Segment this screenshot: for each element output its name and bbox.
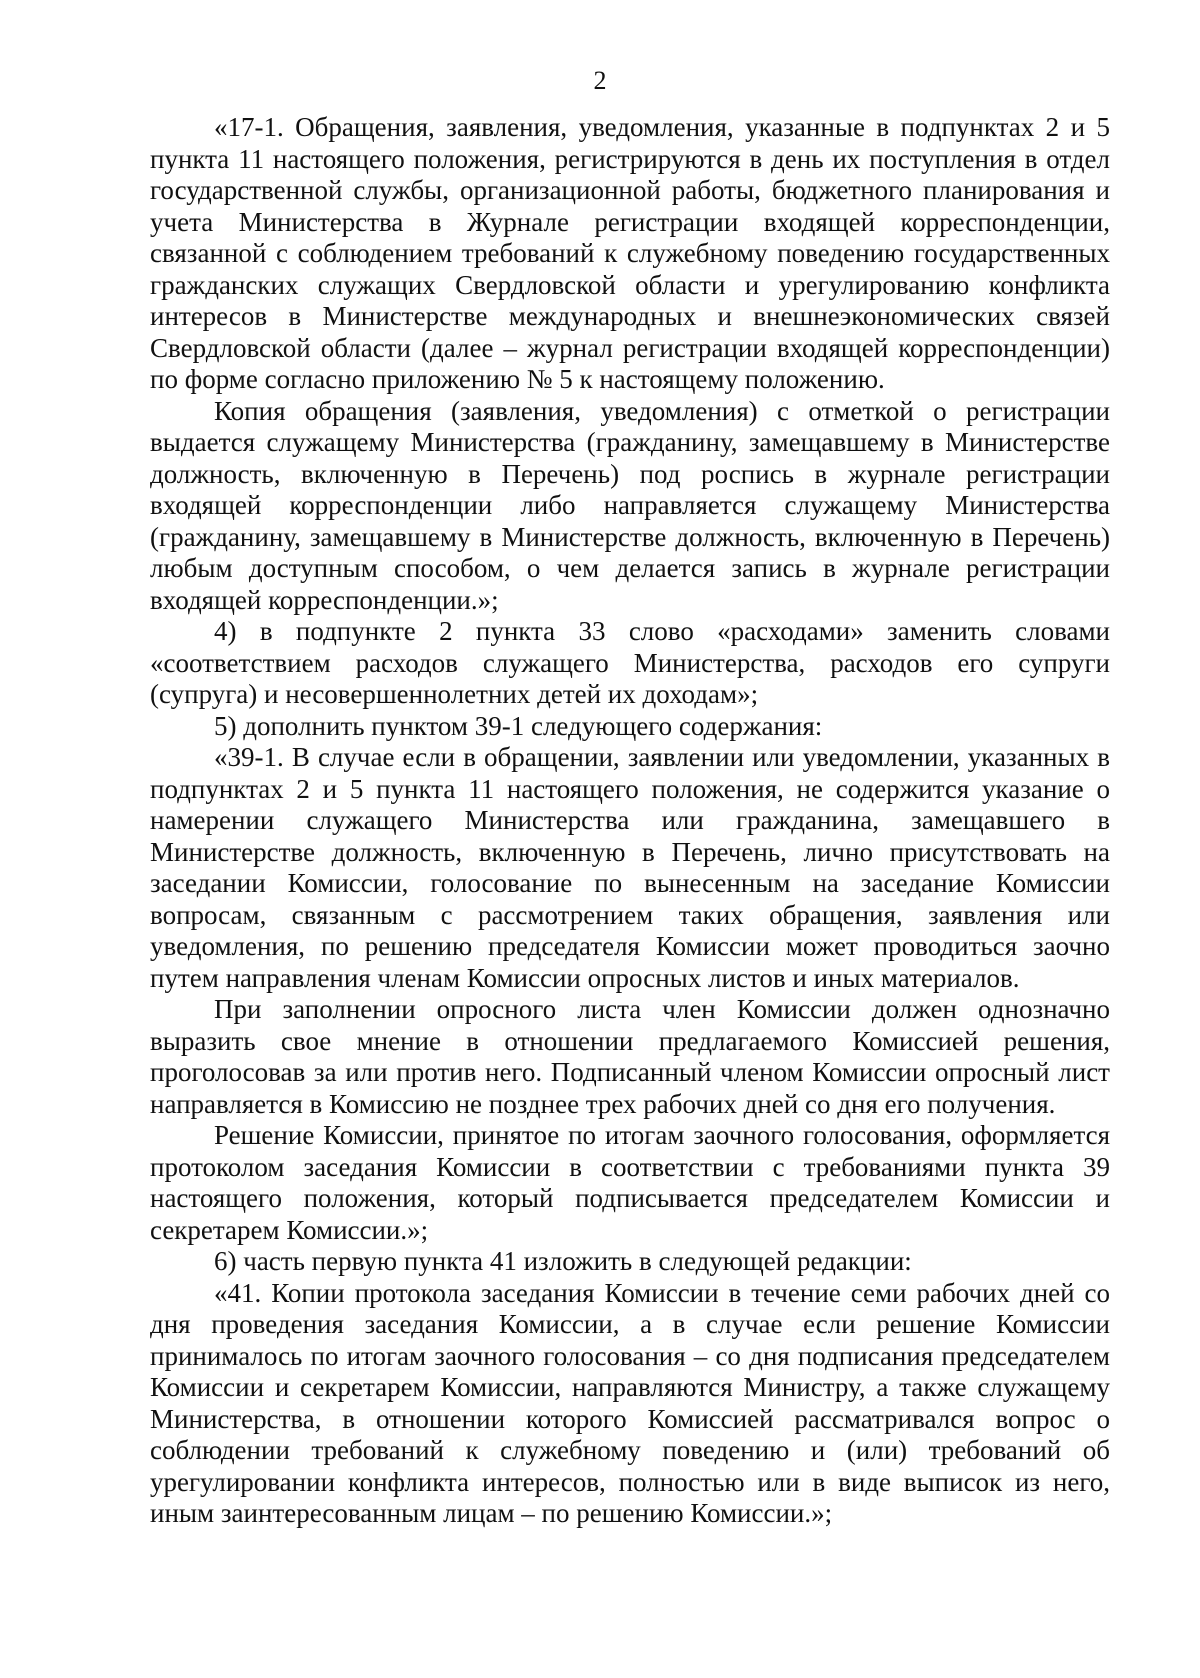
document-body	[150, 112, 1110, 1530]
paragraph-41: «41. Копии протокола заседания Комиссии в течение семи рабочих дней со дня проведения заседания Комиссии, а в случае если решение Комиссии принималось по итогам заочного голосования – со дня подписания председателем Комиссии и секретарем Комиссии, направляются Министру, а также служащему Министерства, в отношении которого Комиссией рассматривался вопрос о соблюдении требований к служебному поведению и (или) требований об урегулировании конфликта интересов, полностью или в виде выписок из него, иным заинтересованным лицам – по решению Комиссии.»;	[150, 1277, 1110, 1528]
paragraph-17-1: «17-1. Обращения, заявления, уведомления, указанные в подпунктах 2 и 5 пункта 11 настоящего положения, регистрируются в день их поступления в отдел государственной службы, организационной работы, бюджетного планирования и учета Министерства в Журнале регистрации входящей корреспонденции, связанной с соблюдением требований к служебному поведению государственных гражданских служащих Свердловской области и урегулированию конфликта интересов в Министерстве международных и внешнеэкономических связей Свердловской области (далее – журнал регистрации входящей корреспонденции) по форме согласно приложению № 5 к настоящему положению.	[150, 112, 1110, 394]
paragraph-item-5: 5) дополнить пунктом 39-1 следующего содержания:	[214, 710, 823, 741]
page-number: 2	[593, 66, 607, 95]
paragraph-copy-registration: Копия обращения (заявления, уведомления) с отметкой о регистрации выдается служащему Министерства (гражданину, замещавшему в Министерстве должность, включенную в Перечень) под роспись в журнале регистрации входящей корреспонденции либо направляется служащему Министерства (гражданину, замещавшему в Министерстве должность, включенную в Перечень) любым доступным способом, о чем делается запись в журнале регистрации входящей корреспонденции.»;	[150, 395, 1110, 615]
paragraph-questionnaire: При заполнении опросного листа член Комиссии должен однозначно выразить свое мнение в отношении предлагаемого Комиссией решения, проголосовав за или против него. Подписанный членом Комиссии опросный лист направляется в Комиссию не позднее трех рабочих дней со дня его получения.	[150, 994, 1110, 1119]
paragraph-item-6: 6) часть первую пункта 41 изложить в следующей редакции:	[214, 1246, 912, 1276]
paragraph-decision: Решение Комиссии, принятое по итогам заочного голосования, оформляется протоколом заседания Комиссии в соответствии с требованиями пункта 39 настоящего положения, который подписывается председателем Комиссии и секретарем Комиссии.»;	[150, 1120, 1110, 1245]
paragraph-39-1: «39-1. В случае если в обращении, заявлении или уведомлении, указанных в подпунктах 2 и 5 пункта 11 настоящего положения, не содержится указание о намерении служащего Министерства или гражданина, замещавшего в Министерстве должность, включенную в Перечень, лично присутствовать на заседании Комиссии, голосование по вынесенным на заседание Комиссии вопросам, связанным с рассмотрением таких обращения, заявления или уведомления, по решению председателя Комиссии может проводиться заочно путем направления членам Комиссии опросных листов и иных материалов.	[150, 742, 1110, 993]
paragraph-item-4: 4) в подпункте 2 пункта 33 слово «расходами» заменить словами «соответствием расходов служащего Министерства, расходов его супруги (супруга) и несовершеннолетних детей их доходам»;	[150, 616, 1110, 709]
